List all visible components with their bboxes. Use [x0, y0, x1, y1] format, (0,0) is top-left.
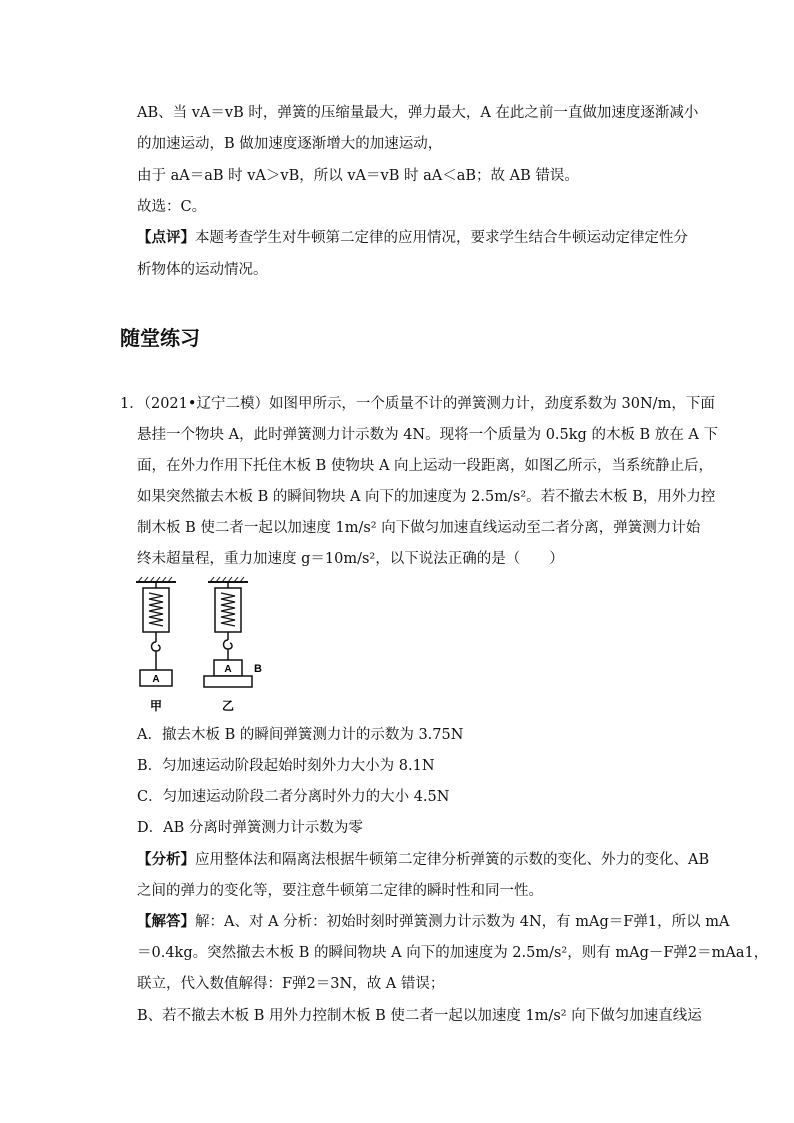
figure-label-jia: 甲 [149, 699, 163, 713]
text-line: 之间的弹力的变化等，要注意牛顿第二定律的瞬时性和同一性。 [137, 883, 543, 899]
figure-jia [136, 577, 176, 713]
question-text: （2021•辽宁二模）如图甲所示，一个质量不计的弹簧测力计，劲度系数为 30N/m，下面 [143, 396, 715, 412]
analysis-line [137, 850, 709, 870]
board-b-label: B [254, 663, 262, 675]
question-number: 1． [120, 396, 144, 412]
option-d: D．AB 分离时弹簧测力计示数为零 [137, 820, 363, 836]
text-line: 如果突然撤去木板 B 的瞬间物块 A 向下的加速度为 2.5m/s²。若不撤去木板 B，用外力控 [137, 489, 716, 505]
text-line: 制木板 B 使二者一起以加速度 1m/s² 向下做匀加速直线运动至二者分离，弹簧测力计始 [137, 520, 701, 536]
hook-icon [152, 642, 161, 651]
text-line: 终未超量程，重力加速度 g＝10m/s²，以下说法正确的是（ ） [137, 551, 564, 567]
text-line: AB、当 vA＝vB 时，弹簧的压缩量最大，弹力最大，A 在此之前一直做加速度逐渐减小 [137, 105, 699, 121]
figure-label-yi: 乙 [221, 699, 235, 713]
comment-text: 本题考查学生对牛顿第二定律的应用情况，要求学生结合牛顿运动定律定性分 [195, 230, 688, 246]
text-line: 面，在外力作用下托住木板 B 使物块 A 向上运动一段距离，如图乙所示，当系统静止后， [137, 458, 714, 474]
block-a-label: A [224, 664, 232, 675]
board-b [204, 676, 252, 687]
comment-line [137, 228, 688, 248]
option-c: C．匀加速运动阶段二者分离时外力的大小 4.5N [137, 789, 450, 805]
figure-yi [204, 577, 262, 713]
text-line: ＝0.4kg。突然撤去木板 B 的瞬间物块 A 向下的加速度为 2.5m/s²，则有 mAg－F弹2＝mAa1， [137, 945, 769, 961]
question-line [120, 394, 715, 414]
section-heading: 随堂练习 [120, 326, 200, 350]
hook-icon [224, 640, 233, 649]
text-line: B、若不撤去木板 B 用外力控制木板 B 使二者一起以加速度 1m/s² 向下做匀加速直线运 [137, 1008, 702, 1024]
spring-scale-figure [130, 576, 280, 716]
text-line: 的加速运动，B 做加速度逐渐增大的加速运动， [137, 136, 443, 152]
text-line: 联立，代入数值解得：F弹2＝3N，故 A 错误； [137, 976, 445, 992]
block-a-label: A [152, 674, 160, 685]
option-a: A．撤去木板 B 的瞬间弹簧测力计的示数为 3.75N [137, 727, 464, 743]
option-b: B．匀加速运动阶段起始时刻外力大小为 8.1N [137, 758, 435, 774]
comment-tag: 【点评】 [137, 229, 195, 246]
text-line: 析物体的运动情况。 [137, 262, 268, 278]
solution-tag: 【解答】 [137, 913, 195, 930]
analysis-tag: 【分析】 [137, 851, 195, 868]
text-line: 由于 aA＝aB 时 vA＞vB，所以 vA＝vB 时 aA＜aB；故 AB 错误。 [137, 168, 579, 184]
solution-line [137, 912, 729, 932]
text-line: 故选：C。 [137, 199, 207, 215]
analysis-text: 应用整体法和隔离法根据牛顿第二定律分析弹簧的示数的变化、外力的变化、AB [195, 852, 710, 868]
solution-text: 解：A、对 A 分析：初始时刻时弹簧测力计示数为 4N，有 mAg＝F弹1，所以 mA [195, 914, 730, 930]
text-line: 悬挂一个物块 A，此时弹簧测力计示数为 4N。现将一个质量为 0.5kg 的木板 B 放在 A 下 [137, 427, 719, 443]
